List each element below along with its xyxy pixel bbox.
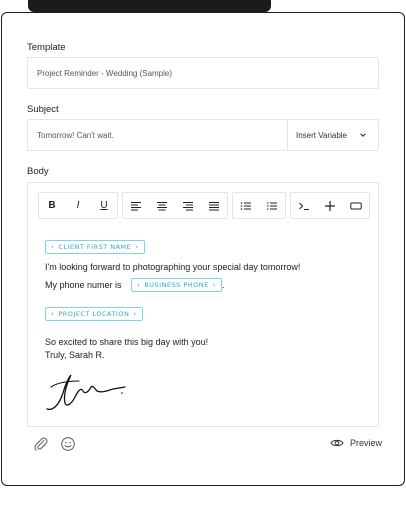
plus-icon	[324, 200, 336, 212]
chip-left-chevron-icon: ‹	[137, 281, 141, 289]
subject-label: Subject	[27, 104, 59, 115]
client-first-name-chip[interactable]	[45, 240, 145, 254]
align-center-icon	[156, 200, 168, 212]
preview-button[interactable]	[330, 438, 382, 448]
chip-left-chevron-icon: ‹	[51, 310, 55, 318]
chip-right-chevron-icon: ›	[135, 243, 139, 251]
align-justify-icon	[208, 200, 220, 212]
body-editor[interactable]	[27, 182, 379, 427]
subject-value: Tomorrow! Can't wait.	[37, 131, 114, 140]
closing-line: So excited to share this big day with you!	[45, 337, 209, 347]
body-label: Body	[27, 166, 49, 177]
subject-divider	[287, 120, 288, 150]
italic-button[interactable]: I	[76, 200, 80, 211]
paperclip-icon[interactable]	[33, 436, 49, 452]
signature-image	[45, 369, 130, 414]
chip-label: CLIENT FIRST NAME	[58, 243, 132, 251]
align-right-icon	[182, 200, 194, 212]
align-right-button[interactable]	[175, 193, 201, 218]
align-left-icon	[130, 200, 142, 212]
body-line-1: I'm looking forward to photographing your special day tomorrow!	[45, 262, 301, 272]
insert-variable-dropdown[interactable]: Insert Variable	[296, 131, 347, 140]
template-field[interactable]	[27, 57, 379, 89]
code-button[interactable]	[291, 193, 317, 218]
align-left-button[interactable]	[123, 193, 149, 218]
phone-prefix: My phone numer is	[45, 280, 122, 290]
insert-group	[290, 192, 370, 219]
align-justify-button[interactable]	[201, 193, 227, 218]
bulleted-list-icon	[240, 200, 252, 212]
numbered-list-button[interactable]	[259, 193, 285, 218]
chip-label: PROJECT LOCATION	[58, 310, 130, 318]
chip-right-chevron-icon: ›	[212, 281, 217, 289]
list-group	[232, 192, 286, 219]
top-tab	[28, 0, 271, 12]
subject-field[interactable]	[27, 119, 379, 151]
eye-icon	[330, 438, 344, 448]
business-phone-chip[interactable]	[131, 278, 222, 292]
alignment-group	[122, 192, 228, 219]
add-button[interactable]	[317, 193, 343, 218]
chip-left-chevron-icon: ‹	[51, 243, 55, 251]
phone-suffix: .	[222, 280, 225, 290]
terminal-icon	[298, 200, 310, 212]
bulleted-list-button[interactable]	[233, 193, 259, 218]
chip-right-chevron-icon: ›	[133, 310, 137, 318]
template-value: Project Reminder - Wedding (Sample)	[37, 69, 173, 78]
align-center-button[interactable]	[149, 193, 175, 218]
editor-toolbar	[38, 192, 370, 219]
signoff-line: Truly, Sarah R.	[45, 350, 105, 360]
emoji-icon[interactable]	[60, 436, 76, 452]
chip-label: BUSINESS PHONE	[144, 281, 209, 289]
chevron-down-icon[interactable]	[359, 131, 367, 139]
numbered-list-icon	[266, 200, 278, 212]
underline-button[interactable]: U	[100, 200, 108, 211]
button-shape-icon	[350, 200, 362, 212]
button-insert-button[interactable]	[343, 193, 369, 218]
text-style-group	[38, 192, 118, 219]
project-location-chip[interactable]	[45, 307, 143, 321]
preview-label: Preview	[350, 438, 383, 448]
bold-button[interactable]: B	[48, 200, 56, 211]
template-label: Template	[27, 42, 66, 53]
